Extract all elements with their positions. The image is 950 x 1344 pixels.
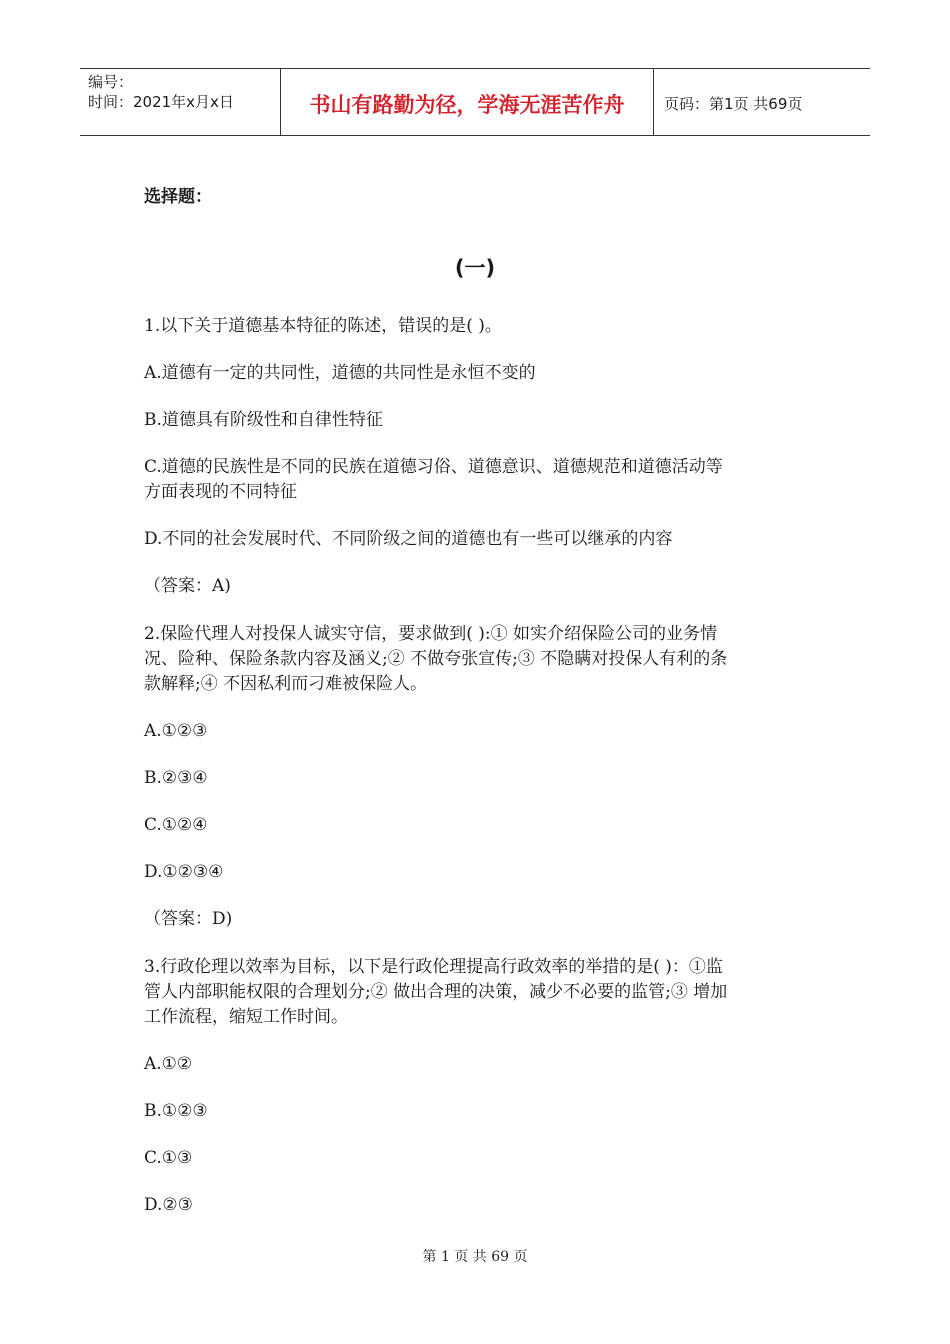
- question-3-option-c: C.①③: [144, 1148, 193, 1168]
- question-2-option-a: A.①②③: [144, 721, 208, 741]
- part-title: (一): [454, 256, 496, 280]
- question-1-option-b: B.道德具有阶级性和自律性特征: [144, 410, 383, 430]
- question-3-stem-line-3: 工作流程，缩短工作时间。: [144, 1007, 348, 1027]
- question-3-option-d: D.②③: [144, 1195, 193, 1215]
- question-3-option-b: B.①②③: [144, 1101, 208, 1121]
- document-number-label: 编号：: [88, 73, 134, 91]
- question-3-stem-line-2: 管人内部职能权限的合理划分;② 做出合理的决策，减少不必要的监管;③ 增加: [144, 982, 728, 1002]
- document-time-label: 时间：2021年x月x日: [88, 93, 234, 111]
- header-motto: 书山有路勤为径，学海无涯苦作舟: [281, 69, 654, 135]
- header-page-info: 页码：第1页 共69页: [664, 94, 803, 113]
- question-2-stem-line-3: 款解释;④ 不因私利而刁难被保险人。: [144, 674, 428, 694]
- page-footer: 第 1 页 共 69 页: [422, 1249, 528, 1265]
- question-1-option-a: A.道德有一定的共同性，道德的共同性是永恒不变的: [144, 363, 536, 383]
- question-2-stem-line-1: 2.保险代理人对投保人诚实守信，要求做到( ):① 如实介绍保险公司的业务情: [144, 624, 718, 644]
- question-2-option-d: D.①②③④: [144, 862, 224, 882]
- question-1-option-d: D.不同的社会发展时代、不同阶级之间的道德也有一些可以继承的内容: [144, 529, 673, 549]
- question-2-option-c: C.①②④: [144, 815, 208, 835]
- section-title: 选择题：: [144, 187, 212, 207]
- page-header: [80, 68, 870, 136]
- question-1-stem: 1.以下关于道德基本特征的陈述，错误的是( )。: [144, 316, 502, 336]
- question-3-stem-line-1: 3.行政伦理以效率为目标，以下是行政伦理提高行政效率的举措的是( )：①监: [144, 957, 723, 977]
- question-2-answer: （答案：D): [144, 909, 233, 929]
- question-1-option-c-line-1: C.道德的民族性是不同的民族在道德习俗、道德意识、道德规范和道德活动等: [144, 457, 723, 477]
- question-2-option-b: B.②③④: [144, 768, 208, 788]
- header-meta: [80, 69, 281, 135]
- question-1-option-c-line-2: 方面表现的不同特征: [144, 482, 297, 502]
- question-2-stem-line-2: 况、险种、保险条款内容及涵义;② 不做夸张宣传;③ 不隐瞒对投保人有利的条: [144, 649, 728, 669]
- question-1-answer: （答案：A): [144, 576, 231, 596]
- question-3-option-a: A.①②: [144, 1054, 193, 1074]
